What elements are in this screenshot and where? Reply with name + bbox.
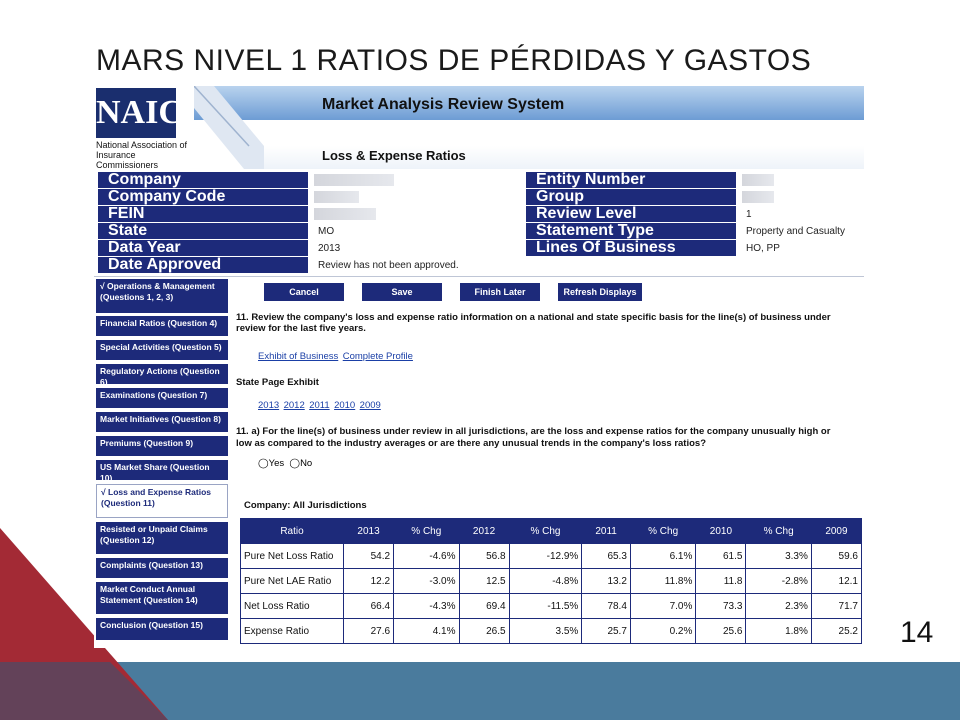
table-cell: Expense Ratio xyxy=(241,619,344,644)
table-cell: 12.2 xyxy=(344,569,394,594)
col-header-2013: 2013 xyxy=(344,519,394,544)
review-level-label: Review Level xyxy=(526,206,736,222)
table-cell: 61.5 xyxy=(696,544,746,569)
question-11-text: 11. Review the company's loss and expense ratio information on a national and state specific basis for the line(s) of business under review for the last five years. xyxy=(236,312,831,334)
question-11a-text: 11. a) For the line(s) of business under review in all jurisdictions, are the loss and expense ratios for the company unusually high or low as compared to the industry averages or are there any unusual trends in the company's loss ratios? xyxy=(236,426,831,449)
table-cell: -4.6% xyxy=(394,544,459,569)
state-label: State xyxy=(98,223,308,239)
data-year-value: 2013 xyxy=(318,243,341,254)
table-cell: Pure Net Loss Ratio xyxy=(241,544,344,569)
statement-type-value: Property and Casualty xyxy=(746,226,845,237)
table-cell: 13.2 xyxy=(582,569,631,594)
date-approved-label: Date Approved xyxy=(98,257,308,273)
nav-item-operations[interactable]: √ Operations & Management (Questions 1, 2, 3) xyxy=(96,279,228,313)
exhibit-links xyxy=(258,346,413,364)
table-cell: 12.1 xyxy=(811,569,861,594)
nav-item-examinations[interactable]: Examinations (Question 7) xyxy=(96,388,228,408)
nav-item-market-initiatives[interactable]: Market Initiatives (Question 8) xyxy=(96,412,228,432)
naic-logo: NAIC xyxy=(96,88,176,138)
exhibit-of-business-link[interactable]: Exhibit of Business xyxy=(258,351,339,362)
mars-screenshot xyxy=(94,86,864,648)
table-cell: 1.8% xyxy=(746,619,811,644)
table-cell: 73.3 xyxy=(696,594,746,619)
nav-item-conclusion[interactable]: Conclusion (Question 15) xyxy=(96,618,228,640)
info-divider xyxy=(94,276,864,277)
nav-item-us-market-share[interactable]: US Market Share (Question 10) xyxy=(96,460,228,480)
table-cell: Pure Net LAE Ratio xyxy=(241,569,344,594)
state-exhibit-years xyxy=(258,395,381,413)
nav-item-mcas[interactable]: Market Conduct Annual Statement (Question 14) xyxy=(96,582,228,614)
table-cell: 0.2% xyxy=(630,619,695,644)
nav-item-loss-expense-ratios[interactable]: √ Loss and Expense Ratios (Question 11) xyxy=(96,484,228,518)
table-cell: -2.8% xyxy=(746,569,811,594)
group-label: Group xyxy=(526,189,736,205)
nav-item-financial-ratios[interactable]: Financial Ratios (Question 4) xyxy=(96,316,228,336)
table-cell: 11.8% xyxy=(630,569,695,594)
table-cell: 27.6 xyxy=(344,619,394,644)
table-cell: 12.5 xyxy=(459,569,509,594)
complete-profile-link[interactable]: Complete Profile xyxy=(342,351,413,362)
table-cell: 25.6 xyxy=(696,619,746,644)
slide-title: MARS NIVEL 1 RATIOS DE PÉRDIDAS Y GASTOS xyxy=(96,44,812,77)
naic-logo-subtitle: National Association of Insurance Commissioners xyxy=(96,140,188,170)
table-row xyxy=(241,569,862,594)
table-cell: 26.5 xyxy=(459,619,509,644)
table-cell: 3.3% xyxy=(746,544,811,569)
nav-item-regulatory-actions[interactable]: Regulatory Actions (Question 6) xyxy=(96,364,228,384)
nav-item-complaints[interactable]: Complaints (Question 13) xyxy=(96,558,228,578)
save-button[interactable]: Save xyxy=(362,283,442,301)
col-header-chg-2012: % Chg xyxy=(509,519,582,544)
table-cell: 69.4 xyxy=(459,594,509,619)
review-level-value: 1 xyxy=(746,209,752,220)
table-cell: 7.0% xyxy=(630,594,695,619)
finish-later-button[interactable]: Finish Later xyxy=(460,283,540,301)
table-cell: Net Loss Ratio xyxy=(241,594,344,619)
table-header-row xyxy=(241,519,862,544)
nav-item-special-activities[interactable]: Special Activities (Question 5) xyxy=(96,340,228,360)
col-header-chg-2010: % Chg xyxy=(746,519,811,544)
nav-item-resisted-claims[interactable]: Resisted or Unpaid Claims (Question 12) xyxy=(96,522,228,554)
header-swoosh xyxy=(194,86,264,169)
no-radio[interactable]: ◯ xyxy=(289,458,301,469)
table-cell: 25.2 xyxy=(811,619,861,644)
answer-radio-group xyxy=(258,458,312,469)
table-cell: 65.3 xyxy=(582,544,631,569)
entity-number-label: Entity Number xyxy=(526,172,736,188)
system-title: Market Analysis Review System xyxy=(322,96,565,113)
entity-number-redacted xyxy=(742,174,774,186)
year-link-2011[interactable]: 2011 xyxy=(309,400,330,411)
table-cell: -4.3% xyxy=(394,594,459,619)
table-cell: 25.7 xyxy=(582,619,631,644)
yes-label: Yes xyxy=(268,458,285,469)
nav-item-premiums[interactable]: Premiums (Question 9) xyxy=(96,436,228,456)
data-year-label: Data Year xyxy=(98,240,308,256)
page-number: 14 xyxy=(900,616,934,649)
year-link-2009[interactable]: 2009 xyxy=(359,400,381,411)
table-row xyxy=(241,544,862,569)
table-cell: 4.1% xyxy=(394,619,459,644)
page-title: Loss & Expense Ratios xyxy=(322,148,466,163)
lines-of-business-value: HO, PP xyxy=(746,243,780,254)
col-header-2011: 2011 xyxy=(582,519,631,544)
table-cell: 6.1% xyxy=(630,544,695,569)
statement-type-label: Statement Type xyxy=(526,223,736,239)
company-code-redacted xyxy=(314,191,359,203)
lines-of-business-label: Lines Of Business xyxy=(526,240,736,256)
col-header-2009: 2009 xyxy=(811,519,861,544)
year-link-2010[interactable]: 2010 xyxy=(334,400,356,411)
col-header-chg-2013: % Chg xyxy=(394,519,459,544)
no-label: No xyxy=(300,458,313,469)
table-cell: 59.6 xyxy=(811,544,861,569)
col-header-ratio: Ratio xyxy=(241,519,344,544)
table-cell: -12.9% xyxy=(509,544,582,569)
company-value-redacted xyxy=(314,174,394,186)
table-cell: 71.7 xyxy=(811,594,861,619)
cancel-button[interactable]: Cancel xyxy=(264,283,344,301)
fein-label: FEIN xyxy=(98,206,308,222)
year-link-2012[interactable]: 2012 xyxy=(283,400,305,411)
table-cell: 66.4 xyxy=(344,594,394,619)
state-page-exhibit-label: State Page Exhibit xyxy=(236,377,319,388)
fein-redacted xyxy=(314,208,376,220)
table-row xyxy=(241,619,862,644)
yes-radio[interactable]: ◯ xyxy=(258,458,269,469)
col-header-2012: 2012 xyxy=(459,519,509,544)
company-code-label: Company Code xyxy=(98,189,308,205)
loss-expense-ratios-table xyxy=(240,518,862,644)
table-cell: 56.8 xyxy=(459,544,509,569)
table-cell: -4.8% xyxy=(509,569,582,594)
state-value: MO xyxy=(318,226,335,237)
table-cell: 78.4 xyxy=(582,594,631,619)
table-cell: -11.5% xyxy=(509,594,582,619)
company-label: Company xyxy=(98,172,308,188)
col-header-chg-2011: % Chg xyxy=(630,519,695,544)
year-link-2013[interactable]: 2013 xyxy=(258,400,280,411)
table-cell: 2.3% xyxy=(746,594,811,619)
table-cell: 3.5% xyxy=(509,619,582,644)
col-header-2010: 2010 xyxy=(696,519,746,544)
table-cell: 11.8 xyxy=(696,569,746,594)
refresh-displays-button[interactable]: Refresh Displays xyxy=(558,283,642,301)
table-cell: -3.0% xyxy=(394,569,459,594)
app-header xyxy=(94,86,864,169)
company-jurisdictions-label: Company: All Jurisdictions xyxy=(244,500,367,511)
date-approved-value: Review has not been approved. xyxy=(318,260,459,271)
table-row xyxy=(241,594,862,619)
group-redacted xyxy=(742,191,774,203)
table-cell: 54.2 xyxy=(344,544,394,569)
